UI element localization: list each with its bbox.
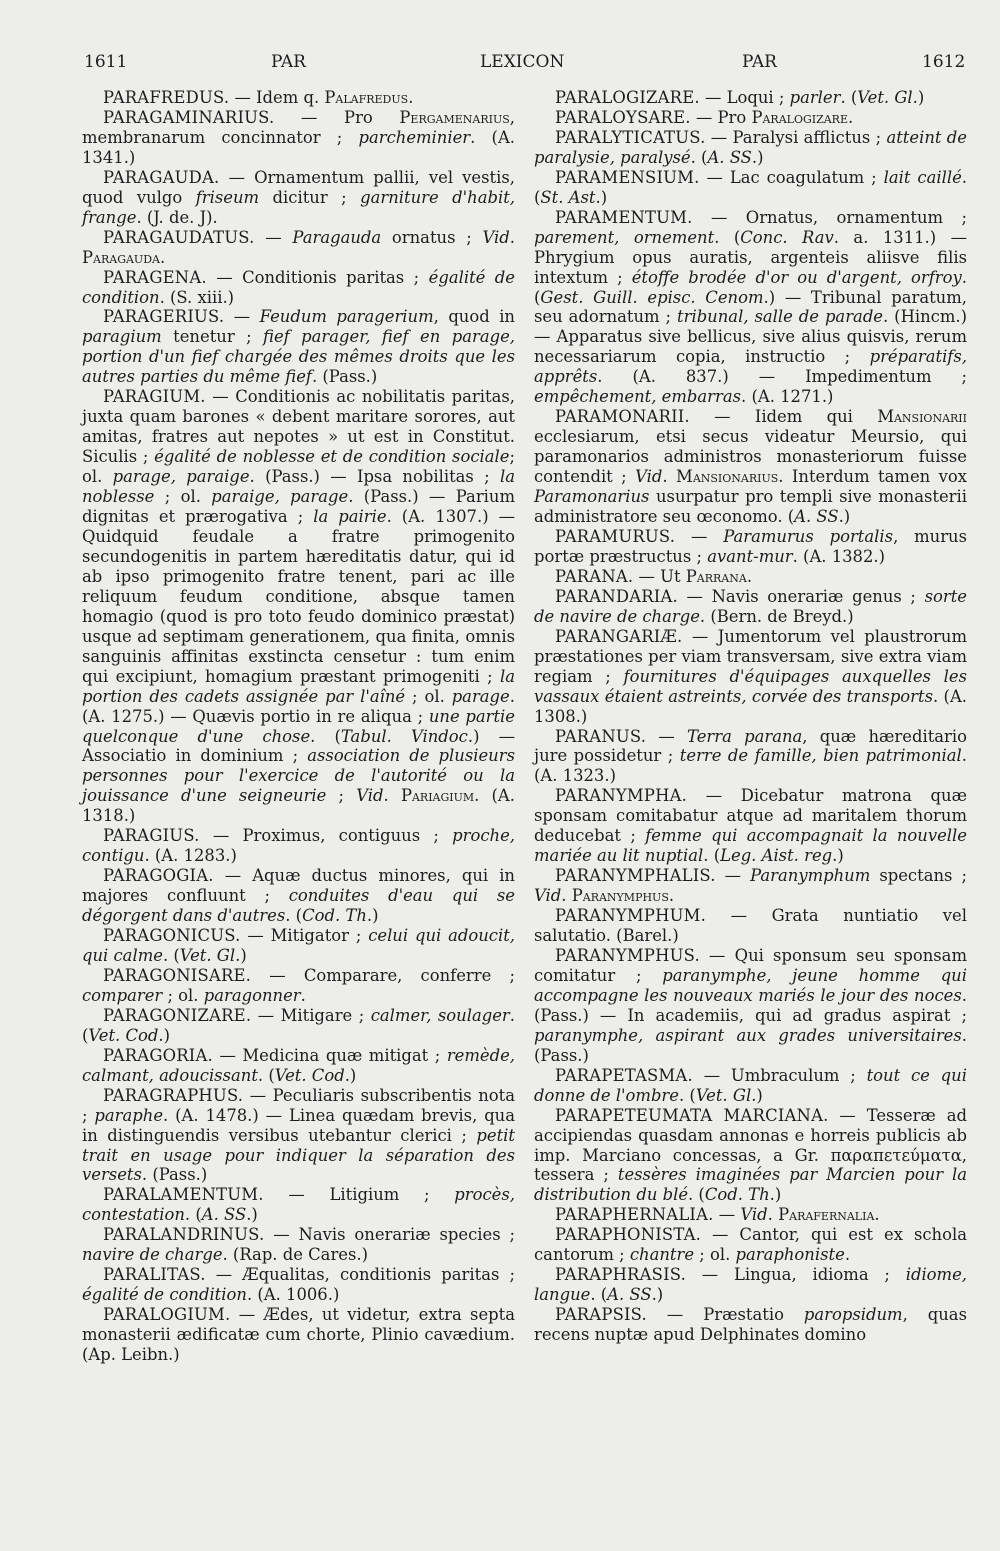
entry-translation: parage: [451, 686, 510, 706]
entry-translation: Vid: [482, 227, 510, 247]
entry-headword: PARALITAS.: [103, 1265, 206, 1285]
entry-translation: Vid: [740, 1205, 768, 1225]
entry-text: . (: [310, 726, 341, 746]
dictionary-entry: [82, 168, 515, 228]
entry-text: — Peculiaris subscribentis nota ;: [82, 1085, 515, 1125]
dictionary-entry: [82, 268, 515, 308]
entry-headword: PARAPSIS.: [555, 1305, 647, 1325]
entry-headword: PARAPETASMA.: [555, 1065, 693, 1085]
entry-translation: la portion des cadets assignée par l'aîné: [82, 666, 515, 706]
entry-text: . (: [162, 945, 180, 965]
entry-translation: Paragauda: [292, 227, 382, 247]
entry-translation: paropsidum: [803, 1305, 903, 1325]
entry-translation: petit trait en usage pour indiquer la séparation des versets: [82, 1125, 515, 1185]
entry-headword: PARAMONARII.: [555, 407, 690, 427]
entry-headword: PARANUS.: [555, 726, 647, 746]
entry-text: . (A. 1275.) — Quævis portio in re aliqua ;: [82, 686, 515, 726]
entry-text: ;: [326, 786, 357, 806]
entry-headword: PARAGAMINARIUS.: [103, 107, 275, 127]
page-number-left: 1611: [84, 52, 128, 72]
entry-text: — Umbraculum ;: [692, 1065, 867, 1085]
entry-text: , quæ hæreditario jure possidetur ;: [534, 726, 967, 766]
running-header: [0, 52, 1000, 82]
dictionary-entry: [534, 88, 967, 108]
entry-translation: conduites d'eau qui se dégorgent dans d'autres: [82, 886, 515, 926]
entry-translation: fief parager, fief en parage, portion d'un fief chargée des mêmes droits que les autres parties du même fief: [82, 327, 515, 387]
entry-headword: PARALYTICATUS.: [555, 127, 706, 147]
entry-text: . (A. 1307.) — Quidquid feudale a fratre primogenito secundogenitis in partem hæreditatis datur, qui id ab ipso primogenito fratre tenent, pari ac ille reliquum feudum conditione, absque tamen homagio (quod is pro toto feudo dominico præstat) usque ad septimam generationem, qua finita, omnis sanguinis affinitas exstincta censetur : tum enim qui excipiunt, homagium præstant primogeniti ;: [82, 507, 515, 686]
entry-text: —: [646, 726, 688, 746]
entry-translation: sorte de navire de charge: [534, 586, 967, 626]
entry-text: ) — Tribunal paratum, seu adornatum ;: [534, 287, 967, 327]
entry-text: — Loqui ;: [699, 88, 790, 107]
entry-text: —: [715, 866, 751, 886]
entry-cross-reference: Palafredus: [324, 88, 409, 107]
entry-text: . (: [285, 906, 303, 926]
entry-text: .: [383, 786, 401, 806]
dictionary-entry: [534, 527, 967, 567]
entry-text: —: [713, 1205, 741, 1225]
entry-text: . (A. 1341.): [82, 127, 515, 167]
entry-text: .: [746, 566, 753, 586]
entry-text: . (J. de. J).: [136, 207, 218, 227]
entry-text: .): [912, 88, 925, 107]
entry-text: .): [595, 187, 608, 207]
entry-text: . (: [534, 167, 967, 207]
entry-text: . (A. 1478.) — Linea quædam brevis, qua in distinguendis versibus utebantur clerici ;: [82, 1105, 516, 1145]
entry-translation: lait caillé: [883, 167, 962, 187]
entry-text: . (: [703, 846, 721, 866]
entry-text: . (A. 1308.): [534, 686, 967, 726]
entry-headword: PARAGAUDA.: [103, 167, 220, 187]
entry-headword: PARAMENTUM.: [555, 207, 693, 227]
entry-text: . (A. 1271.): [741, 387, 834, 407]
entry-translation: paraphoniste: [735, 1245, 845, 1265]
dictionary-entry: [82, 1265, 515, 1305]
entry-text: tenetur ;: [161, 327, 264, 347]
entry-text: — Comparare, conferre ;: [251, 965, 515, 985]
dictionary-entry: [534, 1265, 967, 1305]
entry-text: .: [844, 1245, 851, 1265]
entry-translation: avant-mur: [707, 546, 793, 566]
entry-translation: fournitures d'équipages auxquelles les vassaux étaient astreints, corvée des transports: [534, 666, 967, 706]
entry-headword: PARANA.: [555, 566, 634, 586]
entry-translation: Vid: [635, 467, 663, 487]
entry-translation: A. SS: [794, 507, 839, 527]
entry-text: — Aquæ ductus minores, qui in majores confluunt ;: [82, 866, 515, 906]
entry-translation: tessères imaginées par Marcien pour la distribution du blé: [534, 1165, 967, 1205]
entry-translation: étoffe brodée d'or ou d'argent, orfroy: [631, 267, 962, 287]
entry-translation: la pairie: [313, 507, 387, 527]
entry-text: . (: [82, 1005, 515, 1045]
entry-translation: Paranymphum: [750, 866, 871, 886]
entry-text: — Æqualitas, conditionis paritas ;: [205, 1265, 515, 1285]
entry-translation: Terra parana: [687, 726, 803, 746]
entry-text: —: [675, 526, 724, 546]
entry-text: . (: [534, 267, 967, 307]
entry-text: — Navis onerariæ genus ;: [677, 586, 925, 606]
entry-text: .): [366, 906, 379, 926]
entry-headword: PARAPHERNALIA.: [555, 1205, 714, 1225]
entry-text: .): [246, 1205, 258, 1225]
entry-translation: chantre: [629, 1245, 695, 1265]
entry-text: .): [344, 1065, 357, 1085]
dictionary-entry: [534, 786, 967, 866]
dictionary-entry: [534, 1205, 967, 1225]
entry-translation: paranymphe, aspirant aux grades universitaires: [534, 1025, 962, 1045]
entry-headword: PARAGONISARE.: [103, 965, 252, 985]
entry-text: , quod in: [433, 307, 515, 327]
entry-cross-reference: Pariagium: [400, 786, 475, 806]
entry-cross-reference: Pergamenarius: [399, 107, 510, 127]
entry-text: — Conditionis paritas ;: [206, 267, 429, 287]
entry-translation: tout ce qui donne de l'ombre: [534, 1065, 967, 1105]
entry-text: — Conditionis ac nobilitatis paritas, juxta quam barones « debent maritare sorores, aut amitas, fratres aut nepotes » ut est in Constitut. Siculis ;: [82, 387, 515, 467]
page-number-right: 1612: [922, 52, 966, 72]
entry-headword: PARANYMPHUS.: [555, 945, 700, 965]
entry-text: . (A. 837.) — Impedimentum ;: [597, 367, 967, 387]
dictionary-entry: [82, 108, 515, 168]
entry-text: — Præstatio: [646, 1305, 804, 1325]
entry-translation: calmer, soulager: [370, 1005, 510, 1025]
entry-text: .): [751, 1085, 763, 1105]
entry-text: .): [769, 1185, 782, 1205]
entry-text: — Paralysi afflictus ;: [705, 127, 887, 147]
dictionary-entry: [534, 168, 967, 208]
entry-translation: parler: [789, 88, 841, 107]
entry-text: .): [838, 507, 851, 527]
entry-text: . a. 1311.) — Phrygium opus auratis, argenteis aliisve filis intextum ;: [534, 227, 967, 287]
entry-translation: Gest. Guill. episc. Cenom: [540, 287, 764, 307]
entry-text: . (Pass.): [141, 1165, 208, 1185]
entry-text: — Navis onerariæ species ;: [264, 1225, 515, 1245]
dictionary-entry: [82, 1185, 515, 1225]
entry-translation: atteint de paralysie, paralysé: [534, 127, 967, 167]
entry-text: — Idem q.: [229, 88, 325, 107]
dictionary-entry: [82, 1305, 515, 1365]
entry-translation: femme qui accompagnait la nouvelle mariée au lit nuptial: [534, 826, 967, 866]
entry-translation: Vet. Gl: [857, 88, 913, 107]
dictionary-entry: [534, 866, 967, 906]
entry-text: . (: [840, 88, 858, 107]
entry-cross-reference: Paralogizare: [751, 107, 848, 127]
entry-text: — Litigium ;: [263, 1185, 455, 1205]
entry-translation: Vid: [534, 886, 562, 906]
entry-translation: tribunal, salle de parade: [677, 307, 884, 327]
entry-text: .: [874, 1205, 880, 1225]
entry-text: . (: [688, 1185, 705, 1205]
entry-translation: parcheminier: [358, 127, 471, 147]
dictionary-entry: [82, 387, 515, 826]
entry-text: .): [832, 846, 844, 866]
entry-cross-reference: Paragauda: [82, 247, 160, 267]
dictionary-entry: [534, 208, 967, 408]
running-head-left: PAR: [271, 52, 306, 72]
dictionary-entry: [534, 1106, 967, 1206]
entry-text: .: [763, 287, 769, 307]
entry-text: .: [300, 985, 306, 1005]
entry-translation: paraige, parage: [211, 487, 349, 507]
entry-text: . (A. 1318.): [82, 786, 515, 826]
entry-headword: PARALOGIUM.: [103, 1305, 231, 1325]
entry-headword: PARANDARIA.: [555, 586, 678, 606]
entry-translation: A. SS: [607, 1285, 652, 1305]
entry-cross-reference: Parafernalia: [778, 1205, 875, 1225]
entry-headword: PARAGERIUS.: [103, 307, 225, 327]
entry-text: — Ornamentum pallii, vel vestis, quod vulgo: [82, 167, 515, 207]
dictionary-entry: [82, 1006, 515, 1046]
entry-cross-reference: Mansionarius: [676, 467, 779, 487]
entry-translation: une partie quelconque d'une chose: [82, 706, 515, 746]
entry-headword: PARAMURUS.: [555, 526, 676, 546]
entry-text: . (A. 1382.): [792, 546, 886, 566]
running-head-right: PAR: [742, 52, 777, 72]
entry-translation: procès, contestation: [82, 1185, 515, 1225]
entry-text: ; ol.: [154, 487, 212, 507]
entry-headword: PARANYMPHUM.: [555, 906, 707, 926]
entry-translation: comparer: [82, 985, 163, 1005]
entry-headword: PARAPHONISTA.: [555, 1225, 702, 1245]
entry-translation: association de plusieurs personnes pour l'exercice de l'autorité ou la jouissance d'une seigneurie: [82, 746, 515, 806]
entry-text: . (A. 1323.): [534, 746, 967, 786]
entry-translation: Vid: [356, 786, 384, 806]
entry-translation: paranymphe, jeune homme qui accompagne les nouveaux mariés le jour des noces: [534, 965, 967, 1005]
entry-translation: paragonner: [203, 985, 301, 1005]
entry-translation: Vet. Cod: [88, 1025, 159, 1045]
entry-text: — Mitigare ;: [251, 1005, 371, 1025]
entry-translation: Vet. Gl: [695, 1085, 752, 1105]
entry-text: . (Pass.): [311, 367, 378, 387]
entry-text: — Dicebatur matrona quæ sponsam comitabatur atque ad maritalem thorum deducebat ;: [534, 786, 967, 846]
dictionary-entry: [534, 946, 967, 1066]
entry-headword: PARAGENA.: [103, 267, 207, 287]
entry-text: , quas recens nuptæ apud Delphinates domino: [534, 1305, 967, 1345]
entry-headword: PARAGORIA.: [103, 1045, 213, 1065]
entry-text: .: [159, 247, 166, 267]
entry-translation: Vet. Cod: [274, 1065, 345, 1085]
entry-translation: égalité de condition: [82, 267, 515, 307]
entry-cross-reference: Parrana: [685, 566, 747, 586]
entry-text: . (: [590, 1285, 608, 1305]
dictionary-entry: [82, 88, 515, 108]
entry-headword: PARALAMENTUM.: [103, 1185, 264, 1205]
entry-text: . (S. xiii.): [159, 287, 235, 307]
dictionary-entry: [534, 727, 967, 787]
dictionary-entry: [534, 407, 967, 527]
entry-headword: PARAGOGIA.: [103, 866, 214, 886]
entry-headword: PARAGAUDATUS.: [103, 227, 255, 247]
entry-translation: Vet. Gl: [179, 945, 236, 965]
dictionary-entry: [82, 826, 515, 866]
entry-text: dicitur ;: [259, 187, 361, 207]
entry-text: ; ol.: [162, 985, 204, 1005]
entry-text: . (Hincm.) — Apparatus sive bellicus, sive alius quisvis, rerum necessariarum copia, instructio ;: [534, 307, 967, 367]
entry-text: . (A. 1283.): [144, 846, 237, 866]
entry-text: —: [224, 307, 260, 327]
entry-headword: PARAFREDUS.: [103, 88, 230, 107]
entry-text: . (Pass.): [534, 1025, 967, 1065]
entry-text: . (Pass.) — In academiis, qui ad gradus aspirat ;: [534, 985, 967, 1025]
entry-text: .: [408, 88, 414, 107]
entry-headword: PARALOYSARE.: [555, 107, 691, 127]
entry-text: usurpatur pro templi sive monasterii administratore seu œconomo. (: [534, 487, 967, 527]
entry-translation: Cod. Th: [704, 1185, 770, 1205]
entry-text: . (Bern. de Breyd.): [699, 606, 854, 626]
entry-text: . (: [678, 1085, 696, 1105]
entry-text: . (Rap. de Cares.): [222, 1245, 368, 1265]
entry-text: .): [751, 147, 764, 167]
entry-headword: PARANYMPHALIS.: [555, 866, 716, 886]
entry-translation: celui qui adoucit, qui calme: [82, 926, 515, 965]
dictionary-entry: [82, 966, 515, 1006]
entry-text: . Interdum tamen vox: [778, 467, 967, 487]
entry-text: — Proximus, contiguus ;: [199, 826, 453, 846]
dictionary-entry: [534, 906, 967, 946]
entry-cross-reference: Mansionarii: [877, 407, 967, 427]
entry-translation: préparatifs, apprêts: [534, 347, 967, 387]
entry-text: — Qui sponsum seu sponsam comitatur ;: [534, 945, 967, 985]
entry-text: — Pro: [274, 107, 400, 127]
entry-text: — Cantor, qui est ex schola cantorum ;: [534, 1225, 967, 1265]
entry-translation: égalité de condition: [82, 1285, 247, 1305]
entry-translation: idiome, langue: [534, 1265, 967, 1305]
entry-translation: Tabul. Vindoc: [340, 726, 468, 746]
entry-text: . (: [690, 147, 708, 167]
right-column: [534, 88, 967, 1345]
entry-text: .: [561, 886, 572, 906]
entry-text: .): [158, 1025, 170, 1045]
entry-text: , membranarum concinnator ;: [82, 107, 515, 147]
entry-headword: PARAMENSIUM.: [555, 167, 700, 187]
dictionary-entry: [82, 228, 515, 268]
entry-translation: parage, paraige: [112, 467, 250, 487]
entry-translation: égalité de noblesse et de condition sociale: [154, 447, 510, 467]
page-title: LEXICON: [480, 52, 565, 72]
entry-translation: paragium: [82, 327, 162, 347]
entry-text: — Ut: [633, 566, 686, 586]
entry-text: — Jumentorum vel plaustrorum præstationes per viam transversam, sive extra viam regiam ;: [534, 626, 967, 686]
entry-translation: A. SS: [201, 1205, 247, 1225]
dictionary-entry: [534, 1066, 967, 1106]
dictionary-entry: [534, 567, 967, 587]
dictionary-entry: [534, 627, 967, 727]
entry-headword: PARAGRAPHUS.: [103, 1085, 244, 1105]
entry-translation: terre de famille, bien patrimonial: [679, 746, 962, 766]
entry-translation: la noblesse: [82, 467, 516, 507]
entry-translation: St. Ast: [540, 187, 596, 207]
entry-text: .) — Associatio in dominium ;: [82, 726, 515, 766]
entry-text: . (: [257, 1065, 275, 1085]
entry-text: — Lingua, idioma ;: [686, 1265, 906, 1285]
entry-headword: PARALANDRINUS.: [103, 1225, 265, 1245]
entry-translation: A. SS: [707, 147, 752, 167]
entry-text: — Ædes, ut videtur, extra septa monasterii ædificatæ cum chorte, Plinio cavædium. (Ap. Leibn.): [82, 1305, 515, 1365]
entry-translation: garniture d'habit, frange: [82, 187, 515, 227]
entry-translation: Conc. Rav: [740, 227, 834, 247]
entry-text: — Mitigator ;: [240, 926, 369, 946]
dictionary-entry: [82, 307, 515, 387]
entry-translation: Cod. Th: [302, 906, 367, 926]
entry-headword: PARAGONIZARE.: [103, 1005, 252, 1025]
entry-text: ; ol.: [694, 1245, 736, 1265]
entry-text: . (A. 1006.): [246, 1285, 340, 1305]
dictionary-entry: [82, 1086, 515, 1186]
entry-text: . (Pass.) — Parium dignitas et prærogativa ;: [82, 487, 515, 527]
entry-translation: Leg. Aist. reg: [720, 846, 833, 866]
dictionary-entry: [534, 1305, 967, 1345]
left-column: [82, 88, 515, 1365]
entry-text: . (: [714, 227, 741, 247]
entry-headword: PARALOGIZARE.: [555, 88, 700, 107]
dictionary-entry: [82, 926, 515, 966]
entry-text: . (Pass.) — Ipsa nobilitas ;: [249, 467, 500, 487]
entry-translation: Paramurus portalis: [723, 526, 894, 546]
entry-translation: navire de charge: [82, 1245, 223, 1265]
entry-text: ; ol.: [82, 447, 515, 487]
dictionary-entry: [534, 128, 967, 168]
entry-translation: friseum: [195, 187, 260, 207]
entry-text: .: [662, 467, 677, 487]
entry-text: ecclesiarum, etsi secus videatur Meursio, qui paramonarios administros monasteriorum fuisse contendit ;: [534, 427, 967, 487]
entry-text: ornatus ;: [381, 227, 483, 247]
entry-translation: empêchement, embarras: [534, 387, 742, 407]
entry-text: —: [254, 227, 293, 247]
entry-headword: PARANYMPHA.: [555, 786, 688, 806]
entry-headword: PARAGIUM.: [103, 387, 206, 407]
entry-text: — Iidem qui: [689, 407, 878, 427]
entry-translation: parement, ornement: [534, 227, 715, 247]
entry-text: — Tesseræ ad accipiendas quasdam annonas e horreis publicis ab imp. Marciano concessas, a Gr. παραπετεύματα, tessera ;: [534, 1105, 967, 1185]
entry-text: , murus portæ præstructus ;: [534, 526, 968, 566]
dictionary-entry: [82, 866, 515, 926]
entry-headword: PARANGARIÆ.: [555, 626, 683, 646]
entry-text: ; ol.: [405, 686, 452, 706]
entry-headword: PARAGONICUS.: [103, 926, 241, 946]
entry-text: .): [235, 945, 247, 965]
entry-text: — Lac coagulatum ;: [699, 167, 884, 187]
entry-headword: PARAPETEUMATA MARCIANA.: [555, 1105, 829, 1125]
entry-text: .: [509, 227, 515, 247]
entry-translation: paraphe: [94, 1105, 164, 1125]
entry-text: . (: [184, 1205, 202, 1225]
entry-text: — Grata nuntiatio vel salutatio. (Barel.): [534, 906, 967, 946]
dictionary-entry: [534, 1225, 967, 1265]
dictionary-entry: [534, 587, 967, 627]
entry-text: .: [668, 886, 675, 906]
dictionary-entry: [82, 1046, 515, 1086]
entry-translation: Feudum paragerium: [259, 307, 434, 327]
entry-text: .): [651, 1285, 664, 1305]
dictionary-entry: [82, 1225, 515, 1265]
entry-headword: PARAPHRASIS.: [555, 1265, 686, 1285]
entry-translation: proche, contigu: [82, 826, 515, 866]
entry-text: — Ornatus, ornamentum ;: [692, 207, 967, 227]
dictionary-entry: [534, 108, 967, 128]
entry-translation: Paramonarius: [534, 487, 650, 507]
entry-translation: remède, calmant, adoucissant: [82, 1045, 515, 1085]
entry-cross-reference: Paranymphus: [571, 886, 669, 906]
entry-text: .: [767, 1205, 779, 1225]
entry-text: — Pro: [690, 107, 752, 127]
entry-text: .: [848, 107, 854, 127]
entry-text: — Medicina quæ mitigat ;: [212, 1045, 447, 1065]
entry-text: spectans ;: [870, 866, 967, 886]
entry-headword: PARAGIUS.: [103, 826, 200, 846]
